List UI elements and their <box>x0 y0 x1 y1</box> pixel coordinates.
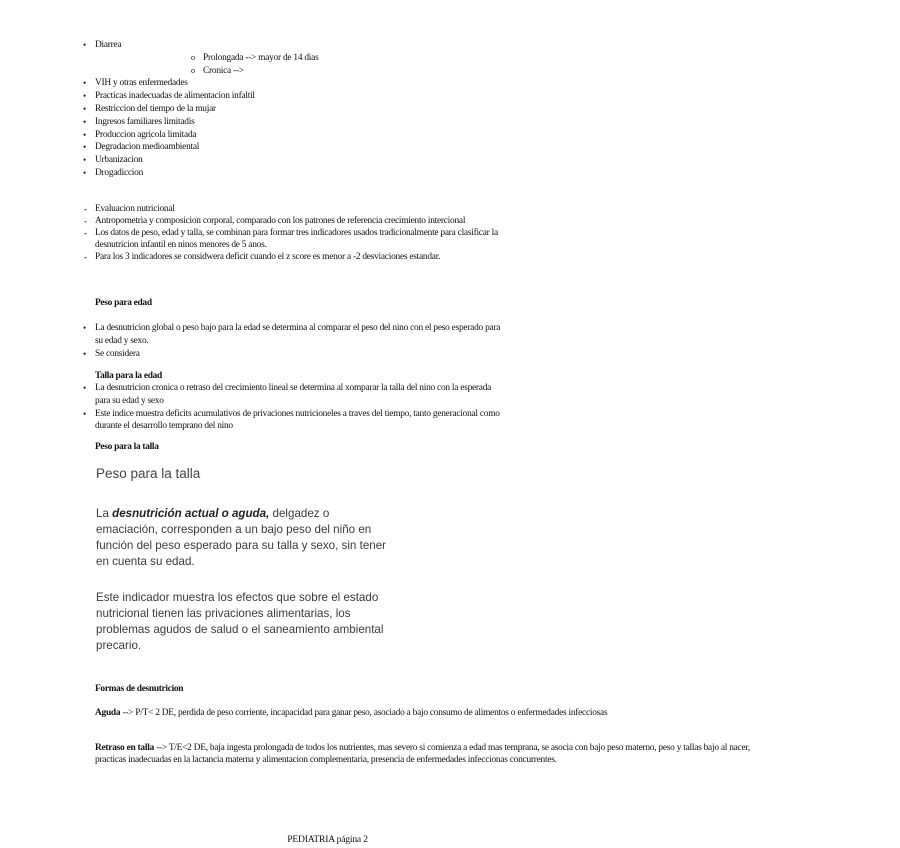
forma-retraso-paragraph <box>0 742 900 766</box>
list-item <box>0 90 655 103</box>
section-heading-formas: Formas de desnutricion <box>95 684 184 694</box>
list-item-text: Antropometria y composicion corporal, comparado con los patrones de referencia crecimiento intercional <box>95 216 466 226</box>
list-item-text: Evaluacion nutricional <box>95 204 175 214</box>
forma-retraso-text: --> T/E<2 DE, baja ingesta prolongada de todos los nutrientes, mas severo si comienza a edad mas temprana, se asocia con bajo peso materno, peso y tallas bajo al nacer, practicas inadecuadas en la lactancia materna y alimentacion complementaria, presencia de enfermedades infeccionas concurrentes. <box>95 743 750 765</box>
sub-list-item <box>95 52 655 65</box>
list-item-text: VIH y otras enfermedades <box>95 78 188 89</box>
list-item <box>0 215 655 227</box>
sub-list-item <box>95 65 655 78</box>
evaluation-list <box>0 203 655 263</box>
slide-paragraph-2: Este indicador muestra los efectos que sobre el estado nutricional tienen las privaciones alimentarias, los problemas agudos de salud o el saneamiento ambiental precario. <box>96 591 384 652</box>
talla-edad-list <box>0 382 655 433</box>
list-item <box>0 227 655 251</box>
list-item <box>0 39 655 77</box>
forma-aguda-label: Aguda <box>95 708 121 718</box>
list-item <box>0 103 655 116</box>
list-item-text: Restriccion del tiempo de la mujar <box>95 103 216 114</box>
forma-retraso-label: Retraso en talla <box>95 743 155 753</box>
slide-title: Peso para la talla <box>96 466 201 481</box>
evaluation-block <box>0 203 655 263</box>
slide-emphasis: desnutrición actual o aguda, <box>112 507 270 520</box>
sub-list-item-text: Prolongada --> mayor de 14 dias <box>203 52 319 63</box>
list-item-text: Produccion agricola limitada <box>95 129 197 140</box>
talla-edad-block <box>0 382 655 433</box>
diarrea-sublist <box>95 52 655 78</box>
slide-paragraph-1 <box>96 506 392 570</box>
list-item-text: Ingresos familiares limitadis <box>95 116 195 127</box>
list-item <box>0 154 655 167</box>
list-item-text: Urbanizacion <box>95 155 143 166</box>
list-item-text: Degradacion medioambiental <box>95 142 200 153</box>
list-item-text: Practicas inadecuadas de alimentacion infaltil <box>95 91 255 102</box>
list-item <box>0 141 655 154</box>
list-item <box>0 408 505 434</box>
slide-text: La <box>96 507 113 520</box>
list-item-text: Los datos de peso, edad y talla, se combinan para formar tres indicadores usados tradicionalmente para clasificar la desnutricion infantil en ninos menores de 5 anos. <box>95 228 498 250</box>
peso-edad-block <box>0 322 655 360</box>
list-item <box>0 348 505 361</box>
section-heading-peso-edad: Peso para edad <box>95 298 152 308</box>
list-item-text: Este indice muestra deficits acumulativos de privaciones nutricioneles a traves del tiempo, tanto generacional como durante el desarrollo temprano del nino <box>95 408 500 432</box>
page-footer: PEDIATRIA página 2 <box>287 834 368 845</box>
list-item-text: Se considera <box>95 348 140 359</box>
peso-edad-list <box>0 322 655 360</box>
list-item <box>0 77 655 90</box>
slide-text: delgadez o emaciación, corresponden a un bajo peso del niño en función del peso esperado para su talla y sexo, sin tener en cuenta su edad. <box>96 507 387 568</box>
list-item <box>0 167 655 180</box>
section-heading-talla-edad: Talla para la edad <box>95 371 162 381</box>
list-item-text: Para los 3 indicadores se considwera deficit cuando el z score es menor a -2 desviaciones estandar. <box>95 252 441 262</box>
embedded-slide-image <box>92 462 392 658</box>
risk-factors-list <box>0 39 655 180</box>
list-item <box>0 382 505 408</box>
section-heading-peso-talla: Peso para la talla <box>95 442 159 452</box>
forma-aguda-text: --> P/T< 2 DE, perdida de peso corriente, incapacidad para ganar peso, asociado a bajo consumo de alimentos o enfermedades infecciosas <box>120 708 608 718</box>
list-item <box>0 203 655 215</box>
sub-list-item-text: Cronica --> <box>203 65 244 76</box>
forma-aguda-paragraph <box>0 707 900 719</box>
list-item-text: Diarrea <box>95 40 122 50</box>
list-item <box>0 251 655 263</box>
list-item <box>0 322 505 348</box>
list-item-text: La desnutricion global o peso bajo para la edad se determina al comparar el peso del nino con el peso esperado para su edad y sexo. <box>95 323 501 346</box>
list-item <box>0 116 655 129</box>
list-item-text: Drogadiccion <box>95 167 144 178</box>
risk-factors-block <box>0 39 655 180</box>
list-item <box>0 129 655 142</box>
list-item-text: La desnutricion cronica o retraso del crecimiento lineal se determina al xomparar la talla del nino con la esperada para su edad y sexo <box>95 383 492 406</box>
